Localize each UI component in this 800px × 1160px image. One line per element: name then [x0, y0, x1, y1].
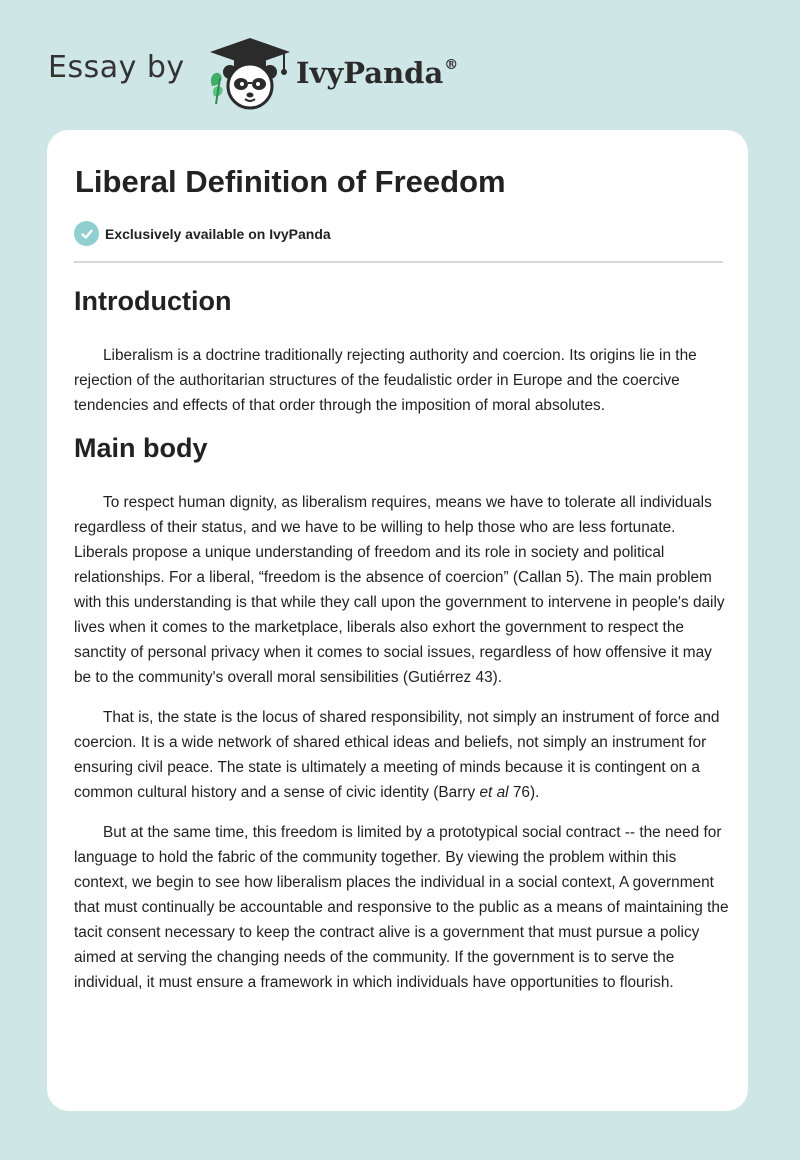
italic-citation: et al [479, 784, 509, 801]
section-heading-main-body: Main body [74, 433, 208, 463]
divider [74, 261, 723, 263]
essay-title: Liberal Definition of Freedom [75, 164, 506, 199]
section-heading-introduction: Introduction [74, 286, 232, 316]
paragraph: Liberalism is a doctrine traditionally rejecting authority and coercion. Its origins lie in the rejection of the authoritarian structures of the feudalistic order in Europe and the coercive tendencies and effects of that order through the imposition of moral absolutes. [74, 347, 697, 414]
paragraph-text: That is, the state is the locus of shared responsibility, not simply an instrument of force and coercion. It is a wide network of shared ethical ideas and beliefs, not simply an instrument for ensuring civil peace. The state is ultimately a meeting of minds because it is contingent on a common cultural history and a sense of civic identity (Barry [74, 709, 720, 801]
paragraph-text: 76). [508, 784, 540, 801]
essay-body [74, 280, 729, 995]
badge-label: Exclusively available on IvyPanda [105, 225, 331, 242]
paragraph [74, 705, 729, 805]
panda-graduate-logo-icon[interactable] [204, 34, 296, 110]
essay-by-label: Essay by [48, 50, 185, 85]
site-header [0, 0, 800, 120]
brand-name[interactable] [296, 56, 458, 90]
registered-mark: ® [444, 57, 459, 73]
exclusive-badge [74, 221, 331, 246]
essay-card [47, 130, 748, 1111]
paragraph: To respect human dignity, as liberalism requires, means we have to tolerate all individuals regardless of their status, and we have to be willing to help those who are less fortunate. Liberals propose a unique understanding of freedom and its role in society and political relationships. For a liberal, “freedom is the absence of coercion” (Callan 5). The main problem with this understanding is that while they call upon the government to intervene in people's daily lives when it comes to the marketplace, liberals also exhort the government to respect the sanctity of personal privacy when it comes to social issues, regardless of how offensive it may be to the community's overall moral sensibilities (Gutiérrez 43). [74, 494, 725, 686]
brand-name-text: IvyPanda [296, 56, 444, 90]
paragraph: But at the same time, this freedom is limited by a prototypical social contract -- the need for language to hold the fabric of the community together. By viewing the problem within this context, we begin to see how liberalism places the individual in a social context, A government that must continually be accountable and responsive to the public as a means of maintaining the tacit consent necessary to keep the contract alive is a government that must pursue a policy aimed at serving the changing needs of the community. If the government is to serve the individual, it must ensure a framework in which individuals have opportunities to flourish. [74, 824, 729, 991]
check-icon [74, 221, 99, 246]
